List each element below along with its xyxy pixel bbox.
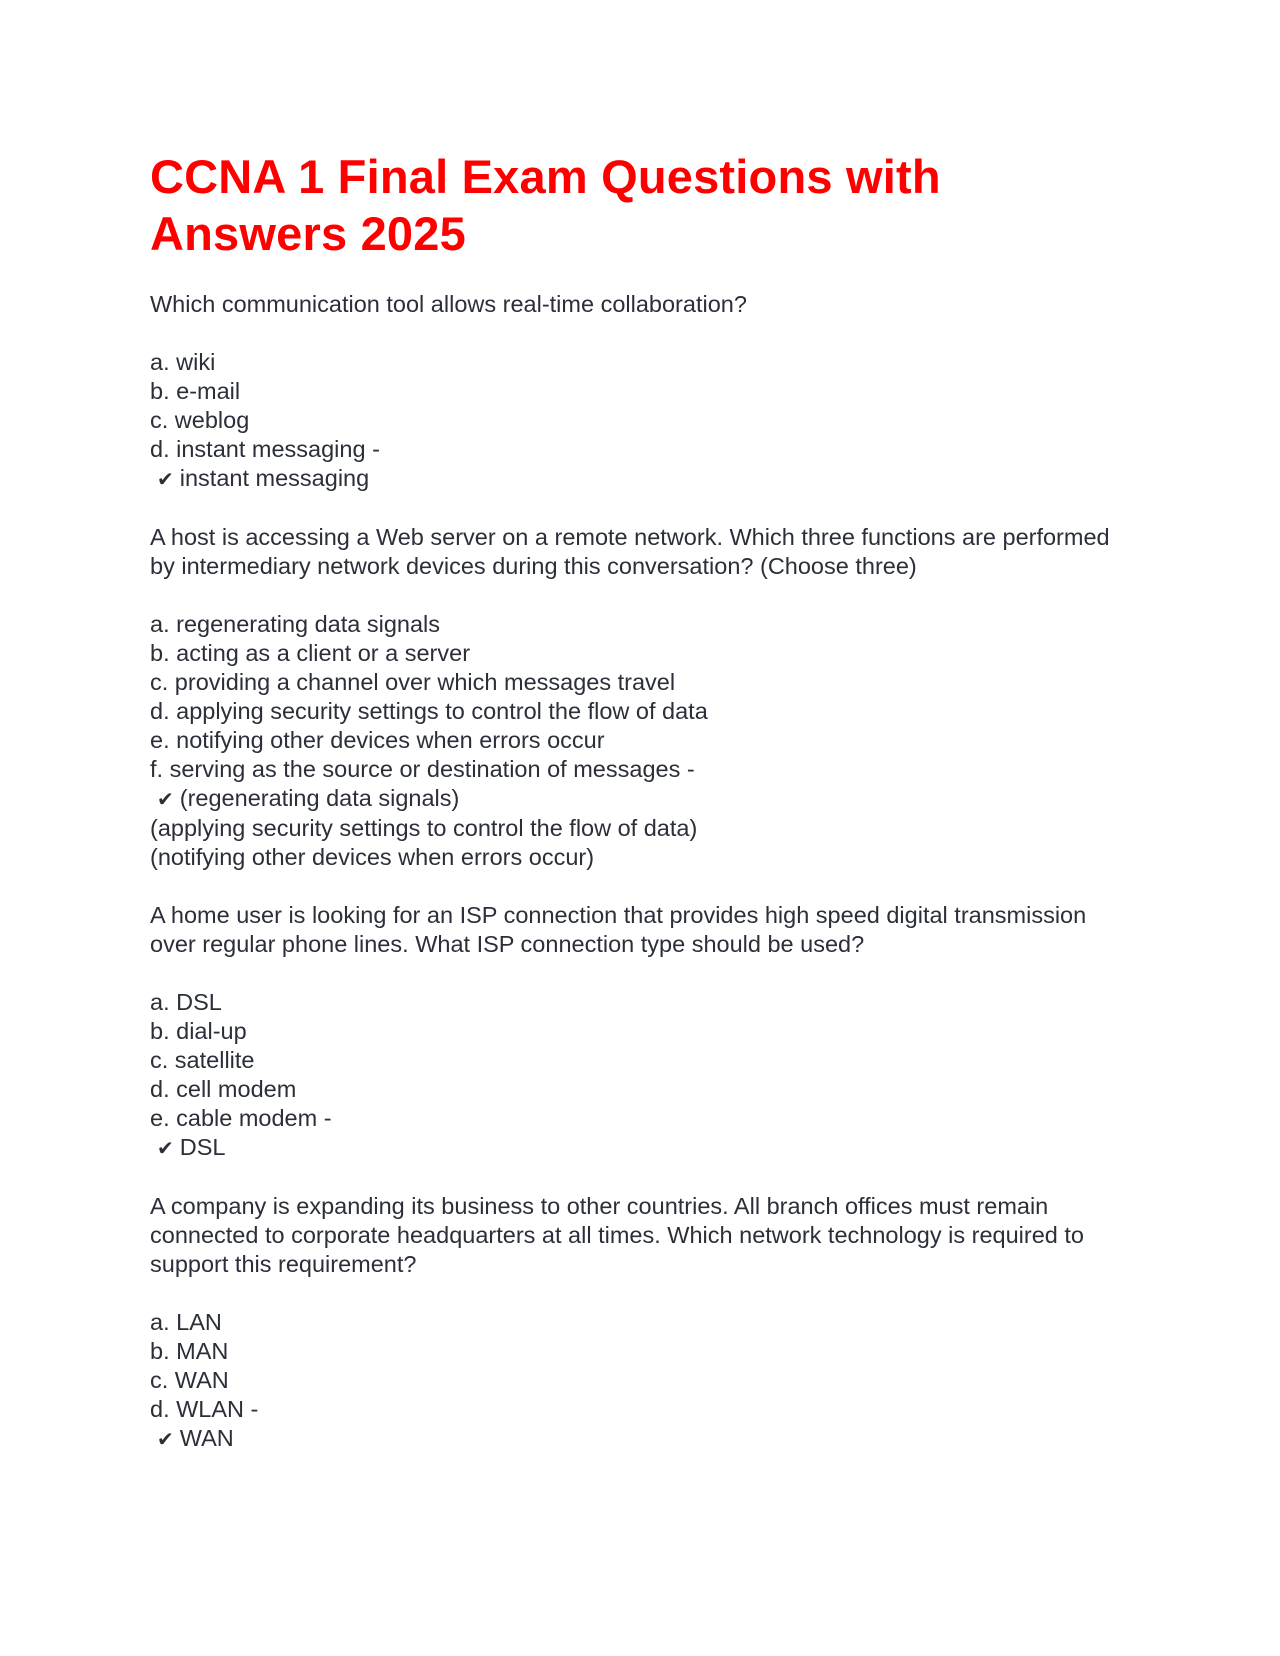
option-item: b. dial-up: [150, 1018, 247, 1044]
options-list: [150, 610, 1130, 872]
answer-text: DSL: [179, 1134, 226, 1160]
option-item: b. e-mail: [150, 378, 241, 404]
question-block: [150, 523, 1130, 872]
option-item: e. notifying other devices when errors occur: [150, 727, 605, 753]
answer-text: WAN: [179, 1425, 234, 1451]
question-text: A company is expanding its business to other countries. All branch offices must remain connected to corporate headquarters at all times. Which network technology is required to support this requirement?: [150, 1193, 1084, 1277]
check-mark-icon: ✔: [157, 1427, 174, 1451]
option-item: c. providing a channel over which messages travel: [150, 669, 676, 695]
options-list: [150, 1308, 1130, 1454]
question-text: A host is accessing a Web server on a remote network. Which three functions are performed by intermediary network devices during this conversation? (Choose three): [150, 524, 1110, 579]
answer-line: [150, 464, 1130, 494]
question-text: Which communication tool allows real-time collaboration?: [150, 291, 747, 317]
option-item: c. WAN: [150, 1367, 229, 1393]
page-title: CCNA 1 Final Exam Questions with Answers 2025: [150, 150, 941, 260]
check-mark-icon: ✔: [157, 1136, 174, 1160]
options-list: [150, 348, 1130, 494]
check-mark-icon: ✔: [157, 467, 174, 491]
question-block: [150, 290, 1130, 494]
option-item: b. MAN: [150, 1338, 229, 1364]
option-item: a. LAN: [150, 1309, 222, 1335]
option-item: b. acting as a client or a server: [150, 640, 471, 666]
question-text: A home user is looking for an ISP connection that provides high speed digital transmission over regular phone lines. What ISP connection type should be used?: [150, 902, 1087, 957]
answer-line: [150, 784, 1130, 814]
option-item: d. applying security settings to control the flow of data: [150, 698, 708, 724]
answer-text: (applying security settings to control the flow of data): [150, 815, 698, 841]
option-item: a. DSL: [150, 989, 222, 1015]
option-item: d. instant messaging -: [150, 436, 380, 462]
answer-text: (notifying other devices when errors occur): [150, 844, 595, 870]
options-list: [150, 988, 1130, 1163]
option-item: c. weblog: [150, 407, 250, 433]
option-item: a. wiki: [150, 349, 216, 375]
option-item: c. satellite: [150, 1047, 255, 1073]
question-block: [150, 901, 1130, 1163]
answer-line: [150, 1133, 1130, 1163]
option-item: a. regenerating data signals: [150, 611, 441, 637]
document-page: [150, 148, 1130, 1454]
option-item: f. serving as the source or destination of messages -: [150, 756, 695, 782]
question-block: [150, 1192, 1130, 1454]
check-mark-icon: ✔: [157, 787, 174, 811]
answer-text: (regenerating data signals): [179, 785, 460, 811]
option-item: d. cell modem: [150, 1076, 297, 1102]
answer-line: [150, 1424, 1130, 1454]
answer-text: instant messaging: [179, 465, 370, 491]
option-item: d. WLAN -: [150, 1396, 259, 1422]
option-item: e. cable modem -: [150, 1105, 332, 1131]
